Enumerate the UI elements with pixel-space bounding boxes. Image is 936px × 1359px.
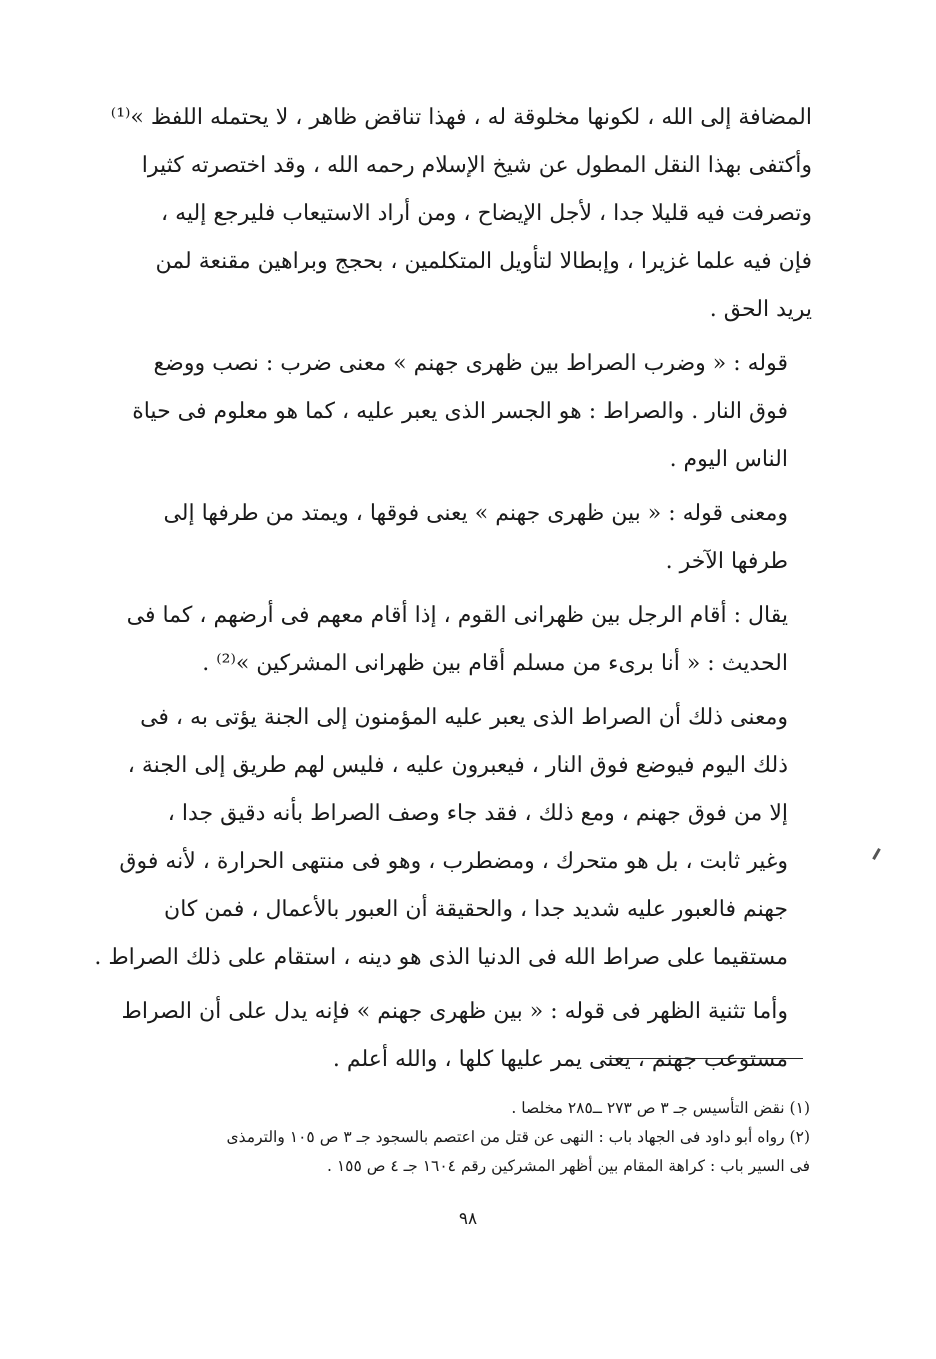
text-line: مستقيما على صراط الله فى الدنيا الذى هو دينه ، استقام على ذلك الصراط . — [94, 945, 788, 970]
text-line: الحديث : « أنا برىء من مسلم أقام بين ظهرانى المشركين »⁽²⁾ . — [202, 651, 788, 676]
text-line: الناس اليوم . — [669, 447, 788, 472]
paragraph-6 — [121, 988, 812, 1084]
text-line: جهنم فالعبور عليه شديد جدا ، والحقيقة أن العبور بالأعمال ، فمن كان — [164, 897, 788, 922]
footnote-2-continued: فى السير باب : كراهة المقام بين أظهر المشركين رقم ١٦٠٤ جـ ٤ ص ١٥٥ . — [326, 1157, 810, 1175]
text-line: إلا من فوق جهنم ، ومع ذلك ، فقد جاء وصف الصراط بأنه دقيق جدا ، — [167, 801, 788, 826]
margin-mark — [872, 848, 881, 860]
text-line: يقال : أقام الرجل بين ظهرانى القوم ، إذا أقام معهم فى أرضهم ، كما فى — [126, 603, 788, 628]
text-line: يريد الحق . — [709, 297, 812, 322]
text-line: فوق النار . والصراط : هو الجسر الذى يعبر عليه ، كما هو معلوم فى حياة — [132, 399, 788, 424]
text-line: وأما تثنية الظهر فى قوله : « بين ظهرى جهنم » فإنه يدل على أن الصراط — [121, 999, 788, 1024]
footnote-1: (١) نقض التأسيس جـ ٣ ص ٢٧٣ ــ٢٨٥ مخلصا . — [511, 1099, 810, 1117]
paragraph-4 — [126, 592, 812, 688]
text-line: ذلك اليوم فيوضع فوق النار ، فيعبرون عليه ، فليس لهم طريق إلى الجنة ، — [127, 753, 788, 778]
text-line: وأكتفى بهذا النقل المطول عن شيخ الإسلام رحمه الله ، وقد اختصرته كثيرا — [141, 153, 812, 178]
text-line: ومعنى قوله : « بين ظهرى جهنم » يعنى فوقها ، ويمتد من طرفها إلى — [163, 501, 788, 526]
paragraph-3 — [138, 490, 812, 586]
text-line: طرفها الآخر . — [665, 549, 788, 574]
footnote-separator — [605, 1058, 803, 1059]
footnote-2: (٢) رواه أبو داود فى الجهاد باب : النهى عن قتل من اعتصم بالسجود جـ ٣ ص ١٠٥ والترمذى — [226, 1128, 810, 1146]
text-line: ومعنى ذلك أن الصراط الذى يعبر عليه المؤمنون إلى الجنة يؤتى به ، فى — [140, 705, 788, 730]
text-line: المضافة إلى الله ، لكونها مخلوقة له ، فهذا تناقض ظاهر ، لا يحتمله اللفظ »⁽¹⁾ — [110, 105, 812, 130]
paragraph-5 — [94, 694, 812, 982]
footnotes — [110, 1094, 810, 1181]
main-body-text — [94, 94, 812, 1090]
text-line: وغير ثابت ، بل هو متحرك ، ومضطرب ، وهو فى منتهى الحرارة ، لأنه فوق — [119, 849, 788, 874]
text-line: فإن فيه علما غزيرا ، وإبطالا لتأويل المتكلمين ، بحجج وبراهين مقنعة لمن — [155, 249, 812, 274]
text-line: قوله : « وضرب الصراط بين ظهرى جهنم » معنى ضرب : نصب ووضع — [153, 351, 788, 376]
paragraph-2 — [132, 340, 812, 484]
paragraph-1 — [110, 94, 812, 334]
page-number: ٩٨ — [458, 1209, 478, 1229]
text-line: وتصرفت فيه قليلا جدا ، لأجل الإيضاح ، ومن أراد الاستيعاب فليرجع إليه ، — [161, 201, 812, 226]
text-line: مستوعب جهنم ، يعنى يمر عليها كلها ، والله أعلم . — [332, 1047, 788, 1072]
